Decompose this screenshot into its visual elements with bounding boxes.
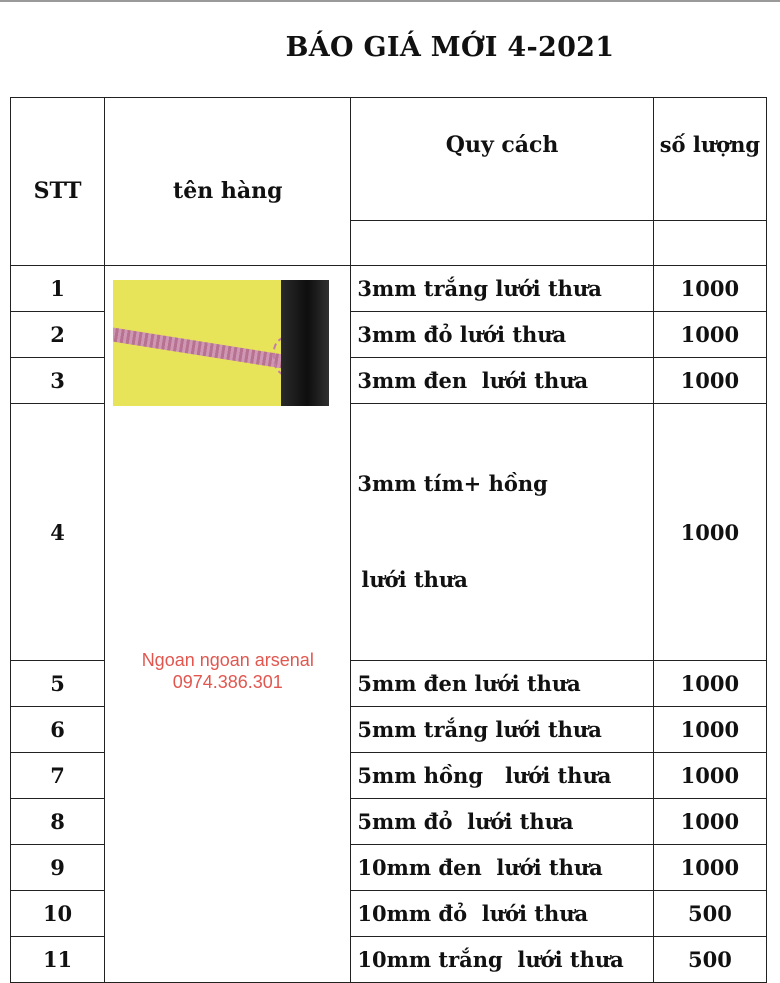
row-qty: 1000 [653,358,766,404]
row-qty: 500 [653,891,766,937]
row-stt: 1 [11,266,105,312]
row-spec: 3mm đỏ lưới thưa [351,312,653,358]
row-stt: 3 [11,358,105,404]
row-stt: 7 [11,753,105,799]
row-stt: 4 [11,404,105,661]
header-stt: STT [11,98,105,266]
row-stt: 2 [11,312,105,358]
row-spec: 3mm trắng lưới thưa [351,266,653,312]
row-qty: 1000 [653,753,766,799]
row-qty: 1000 [653,845,766,891]
row-qty: 1000 [653,707,766,753]
row-spec: 10mm đỏ lưới thưa [351,891,653,937]
header-spec-blank [351,221,653,266]
row-stt: 11 [11,937,105,983]
row-spec: 3mm đen lưới thưa [351,358,653,404]
header-qty-blank [653,221,766,266]
row-qty: 1000 [653,312,766,358]
row-spec [351,404,653,661]
row-qty: 1000 [653,404,766,661]
watermark-phone: 0974.386.301 [172,672,283,692]
product-photo [113,280,329,406]
row-spec: 5mm đỏ lưới thưa [351,799,653,845]
watermark-name: Ngoan ngoan arsenal [141,650,314,670]
row-qty: 1000 [653,661,766,707]
row-spec: 5mm đen lưới thưa [351,661,653,707]
row-stt: 8 [11,799,105,845]
row-stt: 9 [11,845,105,891]
product-name-cell [105,266,351,983]
header-row [11,98,767,221]
watermark [105,649,350,693]
top-divider [0,0,780,2]
row-spec: 5mm trắng lưới thưa [351,707,653,753]
row-spec: 10mm đen lưới thưa [351,845,653,891]
header-name: tên hàng [105,98,351,266]
row-spec: 10mm trắng lưới thưa [351,937,653,983]
row-qty: 1000 [653,799,766,845]
tube-graphic [113,326,292,370]
header-qty: số lượng [653,98,766,221]
row-spec-line1: 3mm tím+ hồng [357,471,548,496]
post-graphic [281,280,329,406]
header-spec: Quy cách [351,98,653,221]
table-row [11,266,767,312]
row-qty: 500 [653,937,766,983]
row-spec: 5mm hồng lưới thưa [351,753,653,799]
row-qty: 1000 [653,266,766,312]
row-stt: 10 [11,891,105,937]
row-stt: 6 [11,707,105,753]
row-stt: 5 [11,661,105,707]
price-table [10,97,767,983]
page-title: BÁO GIÁ MỚI 4-2021 [285,32,615,63]
row-spec-line2: lưới thưa [361,567,468,592]
